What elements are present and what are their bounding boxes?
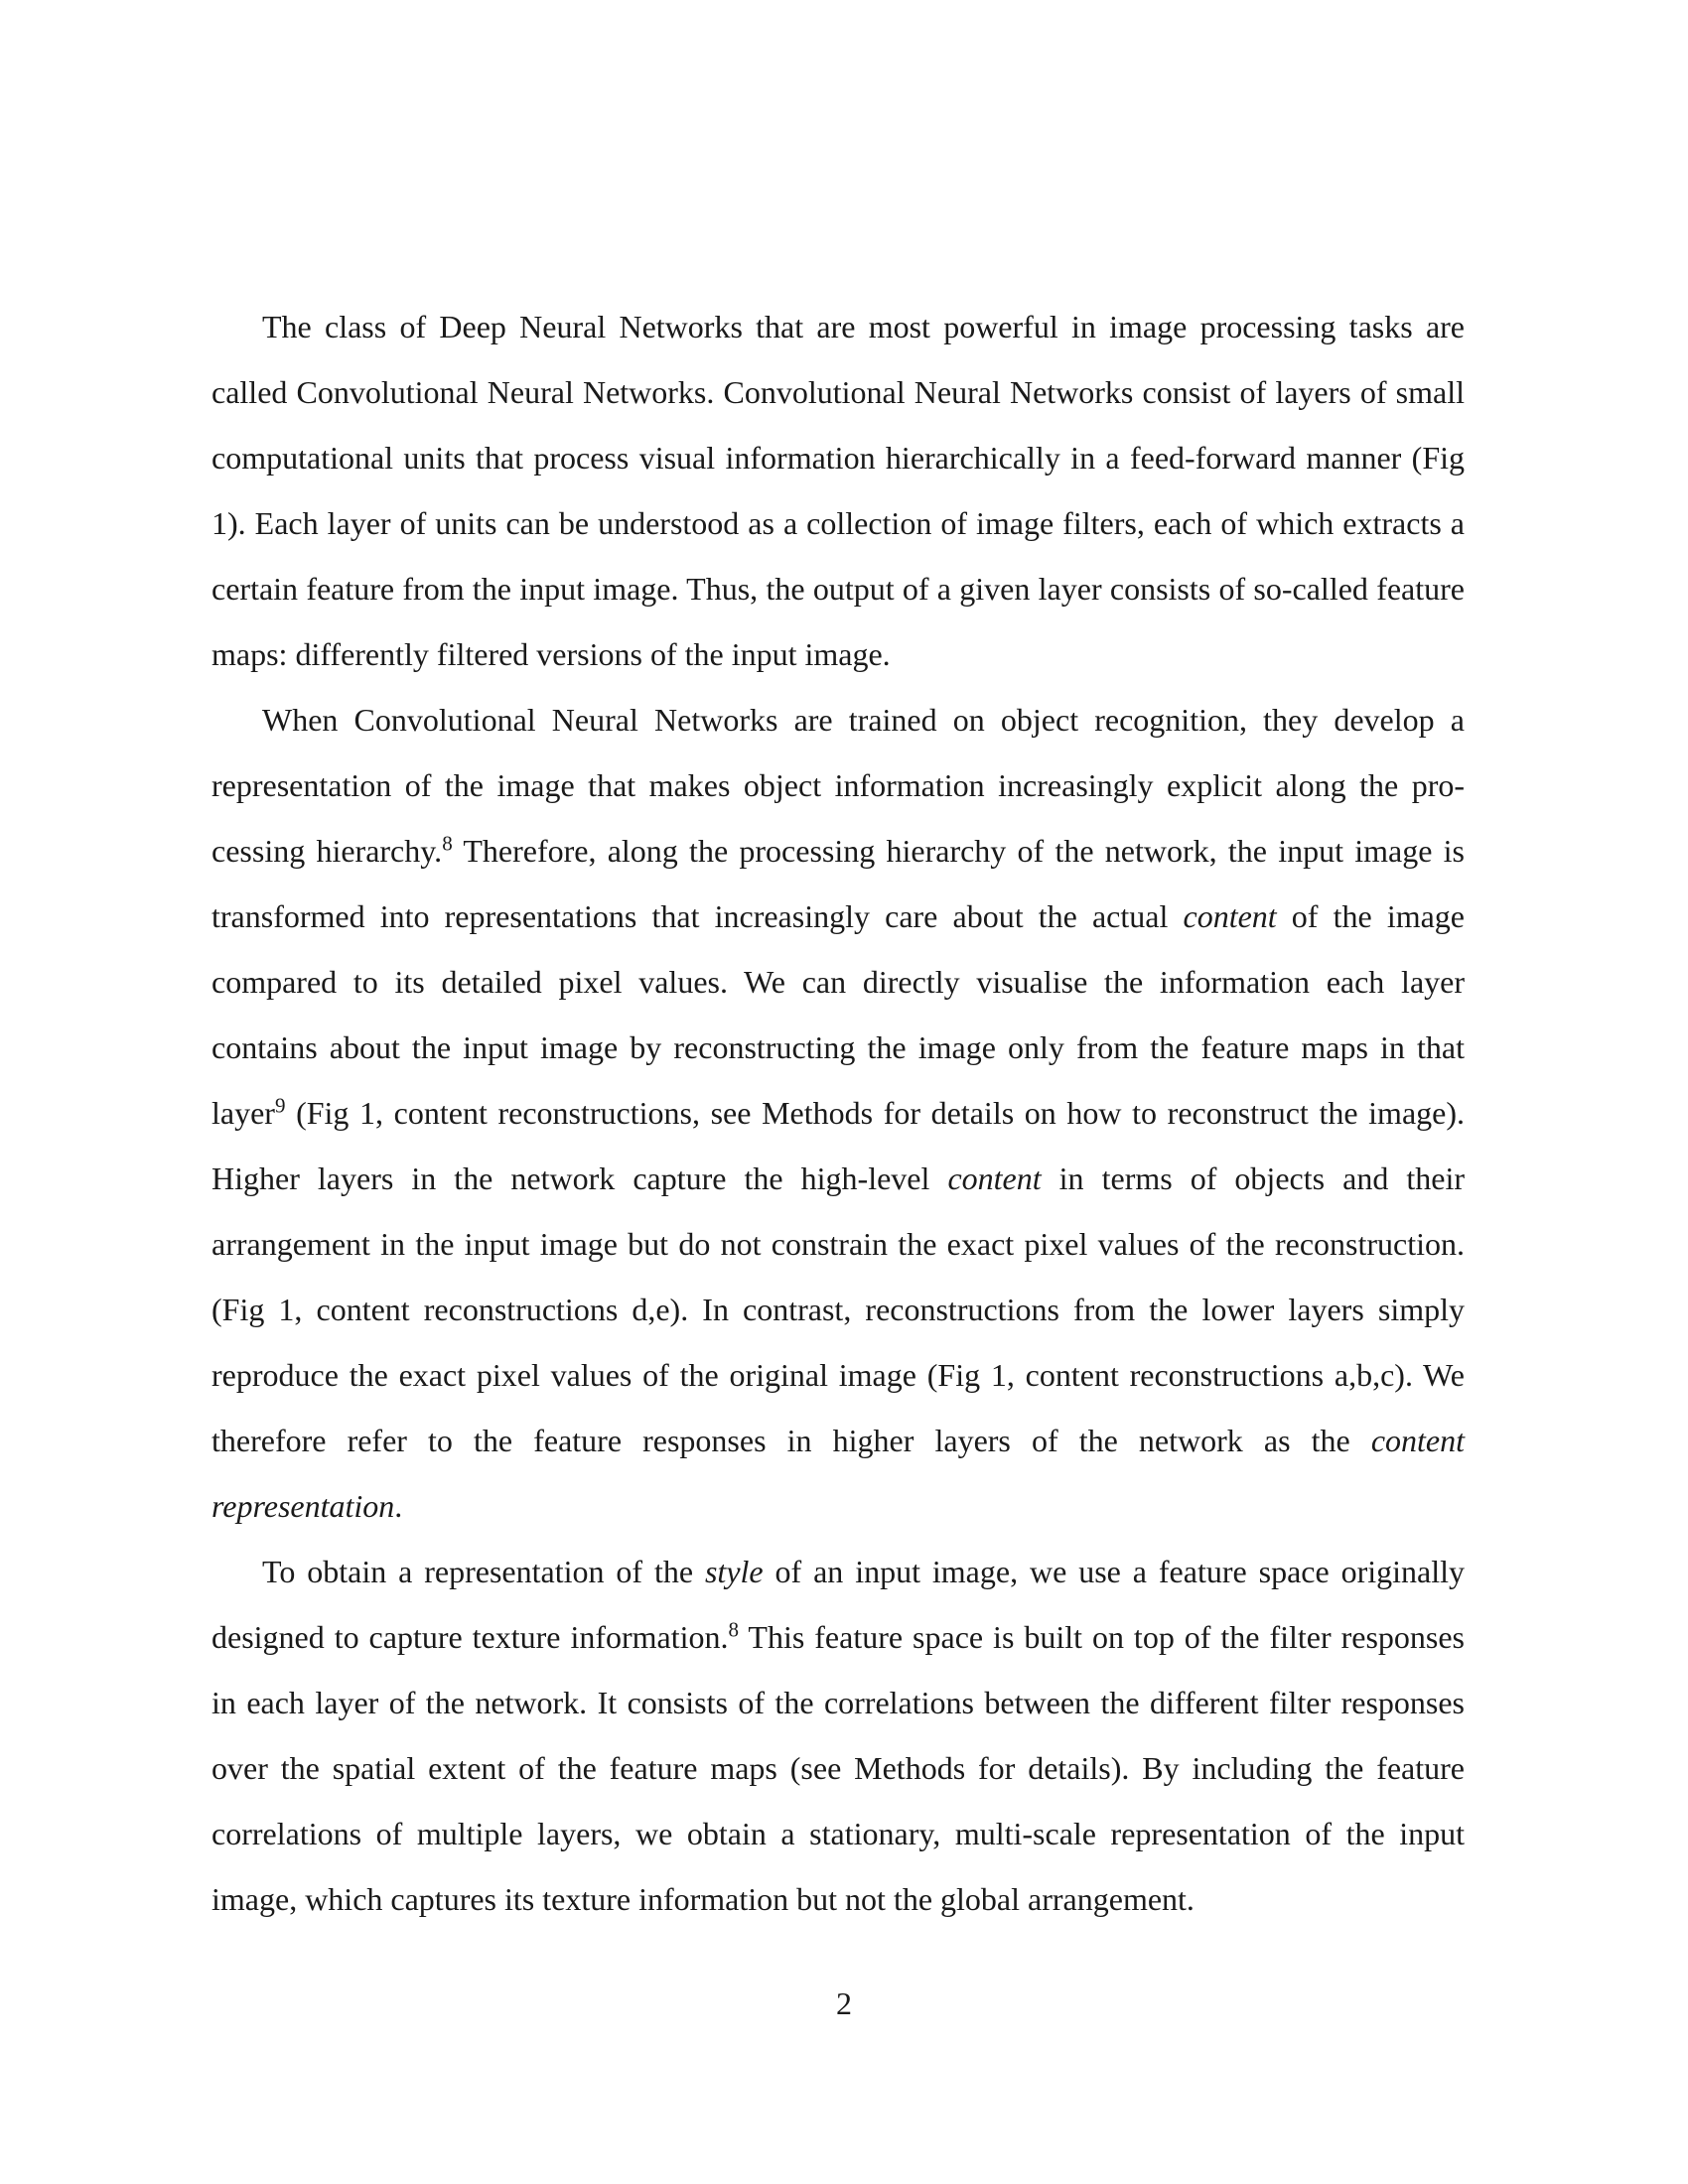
citation-superscript: 8: [442, 831, 453, 856]
text-run: of an input image, we use a feature space originally designed to capture texture information.: [211, 1554, 1466, 1655]
text-run: Therefore, along the processing hierarchy of the network, the input image is transformed into representations that increasingly care about the actual: [211, 833, 1466, 934]
paragraph-style-representation: [211, 1539, 1465, 1932]
citation-superscript: 8: [728, 1617, 740, 1642]
emphasis-text: content representation: [211, 1423, 1465, 1524]
text-run: (Fig 1, content reconstructions, see Methods for details on how to reconstruct the image). Higher layers in the network capture the high-level: [211, 1095, 1465, 1196]
page-number: 2: [836, 1985, 852, 2021]
text-run: of the image compared to its detailed pixel values. We can directly visualise the information each layer contains about the input image by reconstructing the image only from the feature maps in that layer: [211, 898, 1466, 1131]
text-run: To obtain a representation of the: [262, 1554, 705, 1589]
text-run: .: [394, 1488, 403, 1524]
paragraph-content-representation: [211, 687, 1465, 1539]
text-run: The class of Deep Neural Networks that are most powerful in image processing tasks are called Convolutional Neural Networks. Convolutional Neural Networks consist of layers of small computational units that process visual information hierarchically in a feed-forward manner (Fig 1). Each layer of units can be understood as a collection of image filters, each of which extracts a certain feature from the input image. Thus, the output of a given layer consists of so-called feature maps: differently filtered versions of the input image.: [211, 309, 1465, 672]
citation-superscript: 9: [274, 1093, 286, 1118]
emphasis-text: content: [1183, 898, 1277, 934]
text-run: This feature space is built on top of the filter responses in each layer of the network. It consists of the correlations between the different filter responses over the spatial extent of the feature maps (see Methods for details). By including the feature correlations of multiple layers, we obtain a stationary, multi-scale representation of the input image, which captures its texture information but not the global arrangement.: [211, 1619, 1466, 1917]
paragraph-cnn-intro: [211, 294, 1465, 687]
text-run: in terms of objects and their arrangement in the input image but do not constrain the exact pixel values of the reconstruction. (Fig 1, content reconstructions d,e). In contrast, reconstructions from the lower layers simply reproduce the exact pixel values of the original image (Fig 1, content reconstructions a,b,c). We therefore refer to the feature responses in higher layers of the network as the: [211, 1160, 1466, 1458]
body-text: [211, 294, 1465, 1932]
emphasis-text: style: [704, 1554, 764, 1589]
text-run: When Convolutional Neural Networks are trained on object recognition, they develop a representation of the image that makes object information increasingly explicit along the processing hierarchy.: [211, 702, 1465, 869]
emphasis-text: content: [947, 1160, 1042, 1196]
